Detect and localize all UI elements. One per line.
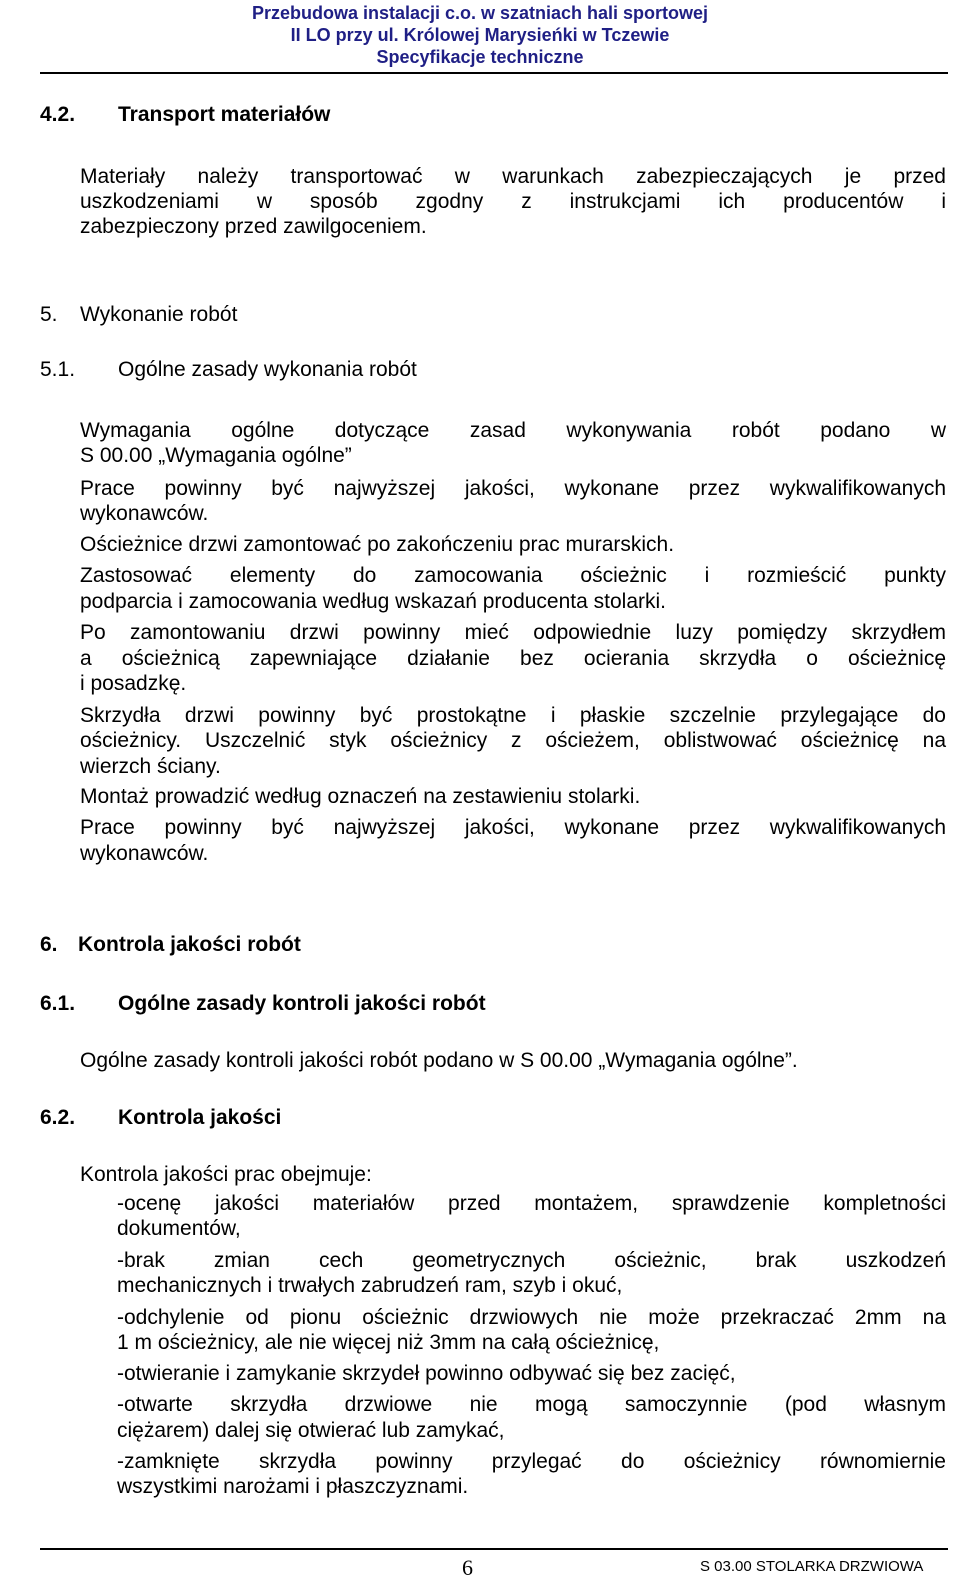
paragraph-line: podparcia i zamocowania według wskazań producenta stolarki. [80, 590, 666, 613]
paragraph-line: uszkodzeniami w sposób zgodny z instrukcjami ich producentów i [80, 190, 946, 213]
section-6-number: 6. [40, 933, 58, 956]
header-line-1: Przebudowa instalacji c.o. w szatniach hali sportowej [251, 3, 709, 23]
paragraph-line: Po zamontowaniu drzwi powinny mieć odpowiednie luzy pomiędzy skrzydłem [80, 621, 946, 644]
paragraph-line: wykonawców. [80, 502, 209, 525]
list-item: ciężarem) dalej się otwierać lub zamykać, [117, 1419, 505, 1442]
list-item: -brak zmian cech geometrycznych ościeżnic, brak uszkodzeń [117, 1249, 946, 1272]
paragraph-line: Skrzydła drzwi powinny być prostokątne i płaskie szczelnie przylegające do [80, 704, 946, 727]
paragraph-line: S 00.00 „Wymagania ogólne” [80, 444, 352, 467]
list-item: dokumentów, [117, 1217, 241, 1240]
section-6-1-number: 6.1. [40, 992, 76, 1015]
list-item: -otwieranie i zamykanie skrzydeł powinno odbywać się bez zacięć, [117, 1362, 736, 1385]
header-line-3: Specyfikacje techniczne [376, 47, 584, 67]
header-line-2: II LO przy ul. Królowej Marysieńki w Tczewie [290, 25, 670, 45]
section-5-title: Wykonanie robót [80, 303, 238, 326]
paragraph-line: Prace powinny być najwyższej jakości, wykonane przez wykwalifikowanych [80, 816, 946, 839]
paragraph-line: Kontrola jakości prac obejmuje: [80, 1163, 372, 1186]
paragraph-line: ościeżnicy. Uszczelnić styk ościeżnicy z ościeżem, oblistwować ościeżnicę na [80, 729, 946, 752]
paragraph-line: Montaż prowadzić według oznaczeń na zestawieniu stolarki. [80, 785, 641, 808]
paragraph-line: Ościeżnice drzwi zamontować po zakończeniu prac murarskich. [80, 533, 675, 556]
section-5-number: 5. [40, 303, 58, 326]
section-6-2-title: Kontrola jakości [118, 1106, 282, 1129]
list-item: mechanicznych i trwałych zabrudzeń ram, szyb i okuć, [117, 1274, 623, 1297]
section-4-2-title: Transport materiałów [118, 103, 331, 126]
paragraph-line: zabezpieczony przed zawilgoceniem. [80, 215, 427, 238]
paragraph-line: wierzch ściany. [80, 755, 221, 778]
section-6-1-title: Ogólne zasady kontroli jakości robót [118, 992, 486, 1015]
list-item: -zamknięte skrzydła powinny przylegać do ościeżnicy równomiernie [117, 1450, 946, 1473]
paragraph-line: wykonawców. [80, 842, 209, 865]
list-item: -otwarte skrzydła drzwiowe nie mogą samoczynnie (pod własnym [117, 1393, 946, 1416]
paragraph-line: Zastosować elementy do zamocowania ościeżnic i rozmieścić punkty [80, 564, 946, 587]
section-6-2-number: 6.2. [40, 1106, 76, 1129]
paragraph-line: Materiały należy transportować w warunkach zabezpieczających je przed [80, 165, 946, 188]
paragraph-line: Wymagania ogólne dotyczące zasad wykonywania robót podano w [80, 419, 946, 442]
section-6-title: Kontrola jakości robót [78, 933, 301, 956]
paragraph-line: i posadzkę. [80, 672, 187, 695]
document-code: S 03.00 STOLARKA DRZWIOWA [700, 1558, 924, 1575]
paragraph-line: Prace powinny być najwyższej jakości, wykonane przez wykwalifikowanych [80, 477, 946, 500]
footer-rule [40, 1548, 948, 1550]
section-5-1-title: Ogólne zasady wykonania robót [118, 358, 417, 381]
paragraph-line: a ościeżnicą zapewniające działanie bez ocierania skrzydła o ościeżnicę [80, 647, 946, 670]
section-5-1-number: 5.1. [40, 358, 76, 381]
paragraph-line: Ogólne zasady kontroli jakości robót podano w S 00.00 „Wymagania ogólne”. [80, 1049, 798, 1072]
list-item: -ocenę jakości materiałów przed montażem, sprawdzenie kompletności [117, 1192, 946, 1215]
list-item: 1 m ościeżnicy, ale nie więcej niż 3mm na całą ościeżnicę, [117, 1331, 660, 1354]
list-item: wszystkimi narożami i płaszczyznami. [117, 1475, 469, 1498]
page-number: 6 [462, 1555, 473, 1580]
header-rule [40, 72, 948, 74]
section-4-2-number: 4.2. [40, 103, 76, 126]
list-item: -odchylenie od pionu ościeżnic drzwiowych nie może przekraczać 2mm na [117, 1306, 946, 1329]
